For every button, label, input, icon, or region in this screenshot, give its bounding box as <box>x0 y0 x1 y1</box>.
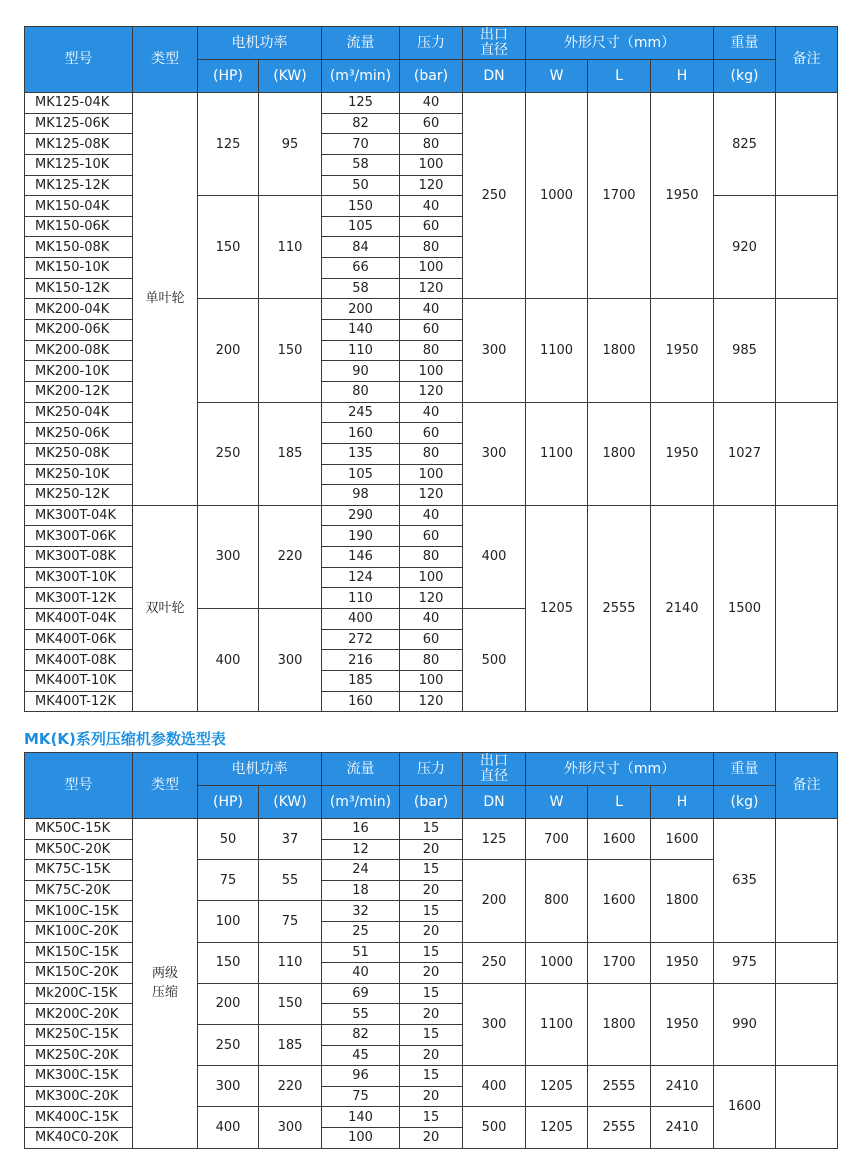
header-weight: 重量 <box>714 27 776 60</box>
dn-cell: 400 <box>463 505 526 608</box>
pressure-cell: 80 <box>400 134 463 155</box>
hp-cell: 200 <box>198 299 259 402</box>
model-cell: MK300C-20K <box>25 1086 133 1107</box>
weight-cell: 1600 <box>714 1066 776 1148</box>
flow-cell: 110 <box>322 588 400 609</box>
table-row <box>25 93 838 114</box>
model-cell: MK300T-12K <box>25 588 133 609</box>
flow-cell: 80 <box>322 381 400 402</box>
pressure-cell: 80 <box>400 650 463 671</box>
dn-cell: 500 <box>463 1107 526 1148</box>
pressure-cell: 20 <box>400 1004 463 1025</box>
pressure-cell: 15 <box>400 1024 463 1045</box>
header-dimensions: 外形尺寸（mm） <box>526 27 714 60</box>
header-bar: (bar) <box>400 60 463 93</box>
l-cell: 1600 <box>588 860 651 942</box>
model-cell: MK50C-15K <box>25 819 133 840</box>
kw-cell: 75 <box>259 901 322 942</box>
dn-cell: 300 <box>463 983 526 1065</box>
model-cell: MK250-08K <box>25 443 133 464</box>
flow-cell: 100 <box>322 1127 400 1148</box>
pressure-cell: 40 <box>400 196 463 217</box>
header-w: W <box>526 60 588 93</box>
header-dimensions: 外形尺寸（mm） <box>526 753 714 786</box>
remark-cell <box>776 505 838 711</box>
kw-cell: 37 <box>259 819 322 860</box>
flow-cell: 216 <box>322 650 400 671</box>
remark-cell <box>776 819 838 943</box>
hp-cell: 125 <box>198 93 259 196</box>
weight-cell: 975 <box>714 942 776 983</box>
pressure-cell: 15 <box>400 860 463 881</box>
hp-cell: 400 <box>198 609 259 712</box>
flow-cell: 245 <box>322 402 400 423</box>
pressure-cell: 120 <box>400 175 463 196</box>
header-kg: (kg) <box>714 786 776 819</box>
remark-cell <box>776 942 838 983</box>
dn-cell: 500 <box>463 609 526 712</box>
header-dn: DN <box>463 60 526 93</box>
pressure-cell: 60 <box>400 113 463 134</box>
weight-cell: 920 <box>714 196 776 299</box>
flow-cell: 45 <box>322 1045 400 1066</box>
model-cell: MK300T-06K <box>25 526 133 547</box>
w-cell: 1100 <box>526 983 588 1065</box>
table-row <box>25 505 838 526</box>
flow-cell: 55 <box>322 1004 400 1025</box>
header-pressure: 压力 <box>400 753 463 786</box>
dn-cell: 300 <box>463 299 526 402</box>
pressure-cell: 100 <box>400 361 463 382</box>
hp-cell: 50 <box>198 819 259 860</box>
kw-cell: 300 <box>259 609 322 712</box>
header-dn: DN <box>463 786 526 819</box>
pressure-cell: 100 <box>400 154 463 175</box>
flow-cell: 190 <box>322 526 400 547</box>
header-power: 电机功率 <box>198 27 322 60</box>
type-cell: 双叶轮 <box>133 505 198 711</box>
model-cell: MK400T-12K <box>25 691 133 712</box>
model-cell: MK250-12K <box>25 485 133 506</box>
h-cell: 1950 <box>651 299 714 402</box>
remark-cell <box>776 1066 838 1148</box>
pressure-cell: 20 <box>400 921 463 942</box>
kw-cell: 150 <box>259 299 322 402</box>
table2-title: MK(K)系列压缩机参数选型表 <box>24 730 226 748</box>
header-w: W <box>526 786 588 819</box>
type-line: 压缩 <box>151 985 178 1001</box>
model-cell: MK400T-08K <box>25 650 133 671</box>
model-cell: MK400C-15K <box>25 1107 133 1128</box>
hp-cell: 250 <box>198 402 259 505</box>
dn-cell: 200 <box>463 860 526 942</box>
h-cell: 1950 <box>651 402 714 505</box>
pressure-cell: 20 <box>400 1086 463 1107</box>
w-cell: 1000 <box>526 942 588 983</box>
model-cell: MK200-04K <box>25 299 133 320</box>
h-cell: 2410 <box>651 1107 714 1148</box>
pressure-cell: 15 <box>400 819 463 840</box>
h-cell: 2140 <box>651 505 714 711</box>
pressure-cell: 20 <box>400 839 463 860</box>
header-flow-unit: (m³/min) <box>322 60 400 93</box>
header-model: 型号 <box>25 753 133 819</box>
model-cell: MK400T-10K <box>25 670 133 691</box>
flow-cell: 18 <box>322 880 400 901</box>
model-cell: MK100C-20K <box>25 921 133 942</box>
l-cell: 1600 <box>588 819 651 860</box>
pressure-cell: 20 <box>400 1127 463 1148</box>
type-cell <box>133 819 198 1149</box>
model-cell: MK250-06K <box>25 423 133 444</box>
flow-cell: 90 <box>322 361 400 382</box>
header-h: H <box>651 786 714 819</box>
weight-cell: 990 <box>714 983 776 1065</box>
flow-cell: 58 <box>322 154 400 175</box>
l-cell: 1700 <box>588 942 651 983</box>
l-cell: 1800 <box>588 299 651 402</box>
l-cell: 1800 <box>588 402 651 505</box>
header-type: 类型 <box>133 27 198 93</box>
model-cell: MK200-06K <box>25 320 133 341</box>
remark-cell <box>776 93 838 196</box>
flow-cell: 96 <box>322 1066 400 1087</box>
model-cell: MK125-06K <box>25 113 133 134</box>
header-outlet: 出口直径 <box>463 27 526 60</box>
header-flow: 流量 <box>322 753 400 786</box>
header-type: 类型 <box>133 753 198 819</box>
pressure-cell: 40 <box>400 505 463 526</box>
h-cell: 1600 <box>651 819 714 860</box>
flow-cell: 140 <box>322 320 400 341</box>
kw-cell: 150 <box>259 983 322 1024</box>
model-cell: MK250-10K <box>25 464 133 485</box>
flow-cell: 25 <box>322 921 400 942</box>
flow-cell: 124 <box>322 567 400 588</box>
header-kg: (kg) <box>714 60 776 93</box>
pressure-cell: 15 <box>400 983 463 1004</box>
model-cell: MK300C-15K <box>25 1066 133 1087</box>
flow-cell: 160 <box>322 423 400 444</box>
header-flow-unit: (m³/min) <box>322 786 400 819</box>
remark-cell <box>776 983 838 1065</box>
model-cell: MK100C-15K <box>25 901 133 922</box>
flow-cell: 32 <box>322 901 400 922</box>
header-outlet: 出口直径 <box>463 753 526 786</box>
kw-cell: 220 <box>259 1066 322 1107</box>
pressure-cell: 100 <box>400 670 463 691</box>
pressure-cell: 20 <box>400 1045 463 1066</box>
pressure-cell: 60 <box>400 629 463 650</box>
header-bar: (bar) <box>400 786 463 819</box>
hp-cell: 100 <box>198 901 259 942</box>
pressure-cell: 60 <box>400 526 463 547</box>
pressure-cell: 60 <box>400 423 463 444</box>
kw-cell: 55 <box>259 860 322 901</box>
model-cell: MK400T-06K <box>25 629 133 650</box>
h-cell: 1950 <box>651 93 714 299</box>
header-hp: (HP) <box>198 60 259 93</box>
flow-cell: 69 <box>322 983 400 1004</box>
header-kw: (KW) <box>259 60 322 93</box>
model-cell: Mk200C-15K <box>25 983 133 1004</box>
flow-cell: 110 <box>322 340 400 361</box>
model-cell: MK300T-10K <box>25 567 133 588</box>
pressure-cell: 100 <box>400 258 463 279</box>
header-flow: 流量 <box>322 27 400 60</box>
w-cell: 800 <box>526 860 588 942</box>
pressure-cell: 80 <box>400 547 463 568</box>
remark-cell <box>776 196 838 299</box>
pressure-cell: 80 <box>400 237 463 258</box>
pressure-cell: 15 <box>400 1107 463 1128</box>
header-weight: 重量 <box>714 753 776 786</box>
remark-cell <box>776 402 838 505</box>
model-cell: MK40C0-20K <box>25 1127 133 1148</box>
header-hp: (HP) <box>198 786 259 819</box>
flow-cell: 140 <box>322 1107 400 1128</box>
hp-cell: 75 <box>198 860 259 901</box>
weight-cell: 825 <box>714 93 776 196</box>
flow-cell: 16 <box>322 819 400 840</box>
hp-cell: 200 <box>198 983 259 1024</box>
pressure-cell: 120 <box>400 588 463 609</box>
kw-cell: 185 <box>259 402 322 505</box>
model-cell: MK150C-15K <box>25 942 133 963</box>
model-cell: MK150-10K <box>25 258 133 279</box>
hp-cell: 150 <box>198 196 259 299</box>
flow-cell: 290 <box>322 505 400 526</box>
pressure-cell: 20 <box>400 963 463 984</box>
w-cell: 1000 <box>526 93 588 299</box>
model-cell: MK125-08K <box>25 134 133 155</box>
weight-cell: 985 <box>714 299 776 402</box>
hp-cell: 300 <box>198 505 259 608</box>
spec-table-single-stage <box>24 26 838 712</box>
spec-table-two-stage <box>24 752 838 1149</box>
kw-cell: 185 <box>259 1024 322 1065</box>
hp-cell: 250 <box>198 1024 259 1065</box>
header-l: L <box>588 786 651 819</box>
kw-cell: 95 <box>259 93 322 196</box>
header-model: 型号 <box>25 27 133 93</box>
flow-cell: 82 <box>322 113 400 134</box>
model-cell: MK250-04K <box>25 402 133 423</box>
pressure-cell: 120 <box>400 278 463 299</box>
model-cell: MK400T-04K <box>25 609 133 630</box>
weight-cell: 1027 <box>714 402 776 505</box>
model-cell: MK125-10K <box>25 154 133 175</box>
l-cell: 2555 <box>588 505 651 711</box>
pressure-cell: 40 <box>400 299 463 320</box>
pressure-cell: 15 <box>400 1066 463 1087</box>
kw-cell: 110 <box>259 942 322 983</box>
h-cell: 1950 <box>651 942 714 983</box>
flow-cell: 50 <box>322 175 400 196</box>
model-cell: MK75C-20K <box>25 880 133 901</box>
dn-cell: 300 <box>463 402 526 505</box>
model-cell: MK300T-04K <box>25 505 133 526</box>
flow-cell: 75 <box>322 1086 400 1107</box>
w-cell: 1205 <box>526 1066 588 1107</box>
pressure-cell: 15 <box>400 901 463 922</box>
flow-cell: 146 <box>322 547 400 568</box>
pressure-cell: 40 <box>400 93 463 114</box>
pressure-cell: 60 <box>400 216 463 237</box>
header-power: 电机功率 <box>198 753 322 786</box>
flow-cell: 70 <box>322 134 400 155</box>
type-cell: 单叶轮 <box>133 93 198 506</box>
pressure-cell: 80 <box>400 340 463 361</box>
kw-cell: 220 <box>259 505 322 608</box>
dn-cell: 125 <box>463 819 526 860</box>
pressure-cell: 40 <box>400 402 463 423</box>
dn-cell: 400 <box>463 1066 526 1107</box>
header-remark: 备注 <box>776 27 838 93</box>
flow-cell: 105 <box>322 464 400 485</box>
pressure-cell: 20 <box>400 880 463 901</box>
flow-cell: 84 <box>322 237 400 258</box>
model-cell: MK150-06K <box>25 216 133 237</box>
model-cell: MK125-04K <box>25 93 133 114</box>
flow-cell: 160 <box>322 691 400 712</box>
flow-cell: 150 <box>322 196 400 217</box>
pressure-cell: 15 <box>400 942 463 963</box>
model-cell: MK200-12K <box>25 381 133 402</box>
model-cell: MK200C-20K <box>25 1004 133 1025</box>
pressure-cell: 100 <box>400 464 463 485</box>
w-cell: 1205 <box>526 1107 588 1148</box>
model-cell: MK75C-15K <box>25 860 133 881</box>
model-cell: MK125-12K <box>25 175 133 196</box>
flow-cell: 58 <box>322 278 400 299</box>
flow-cell: 66 <box>322 258 400 279</box>
flow-cell: 12 <box>322 839 400 860</box>
dn-cell: 250 <box>463 93 526 299</box>
flow-cell: 135 <box>322 443 400 464</box>
l-cell: 2555 <box>588 1107 651 1148</box>
hp-cell: 400 <box>198 1107 259 1148</box>
pressure-cell: 40 <box>400 609 463 630</box>
model-cell: MK150C-20K <box>25 963 133 984</box>
h-cell: 1800 <box>651 860 714 942</box>
kw-cell: 110 <box>259 196 322 299</box>
flow-cell: 272 <box>322 629 400 650</box>
weight-cell: 635 <box>714 819 776 943</box>
hp-cell: 300 <box>198 1066 259 1107</box>
kw-cell: 300 <box>259 1107 322 1148</box>
pressure-cell: 80 <box>400 443 463 464</box>
flow-cell: 200 <box>322 299 400 320</box>
header-kw: (KW) <box>259 786 322 819</box>
pressure-cell: 120 <box>400 691 463 712</box>
header-h: H <box>651 60 714 93</box>
flow-cell: 125 <box>322 93 400 114</box>
pressure-cell: 100 <box>400 567 463 588</box>
dn-cell: 250 <box>463 942 526 983</box>
model-cell: MK150-12K <box>25 278 133 299</box>
w-cell: 1205 <box>526 505 588 711</box>
weight-cell: 1500 <box>714 505 776 711</box>
flow-cell: 185 <box>322 670 400 691</box>
header-l: L <box>588 60 651 93</box>
model-cell: MK150-04K <box>25 196 133 217</box>
model-cell: MK150-08K <box>25 237 133 258</box>
header-pressure: 压力 <box>400 27 463 60</box>
model-cell: MK250C-15K <box>25 1024 133 1045</box>
w-cell: 700 <box>526 819 588 860</box>
flow-cell: 24 <box>322 860 400 881</box>
l-cell: 2555 <box>588 1066 651 1107</box>
remark-cell <box>776 299 838 402</box>
pressure-cell: 120 <box>400 485 463 506</box>
flow-cell: 51 <box>322 942 400 963</box>
flow-cell: 98 <box>322 485 400 506</box>
flow-cell: 82 <box>322 1024 400 1045</box>
model-cell: MK200-08K <box>25 340 133 361</box>
h-cell: 2410 <box>651 1066 714 1107</box>
type-line: 两级 <box>151 966 178 982</box>
flow-cell: 400 <box>322 609 400 630</box>
l-cell: 1700 <box>588 93 651 299</box>
pressure-cell: 120 <box>400 381 463 402</box>
flow-cell: 105 <box>322 216 400 237</box>
w-cell: 1100 <box>526 299 588 402</box>
model-cell: MK200-10K <box>25 361 133 382</box>
l-cell: 1800 <box>588 983 651 1065</box>
model-cell: MK250C-20K <box>25 1045 133 1066</box>
pressure-cell: 60 <box>400 320 463 341</box>
h-cell: 1950 <box>651 983 714 1065</box>
model-cell: MK50C-20K <box>25 839 133 860</box>
w-cell: 1100 <box>526 402 588 505</box>
table-row <box>25 819 838 840</box>
model-cell: MK300T-08K <box>25 547 133 568</box>
flow-cell: 40 <box>322 963 400 984</box>
header-remark: 备注 <box>776 753 838 819</box>
hp-cell: 150 <box>198 942 259 983</box>
